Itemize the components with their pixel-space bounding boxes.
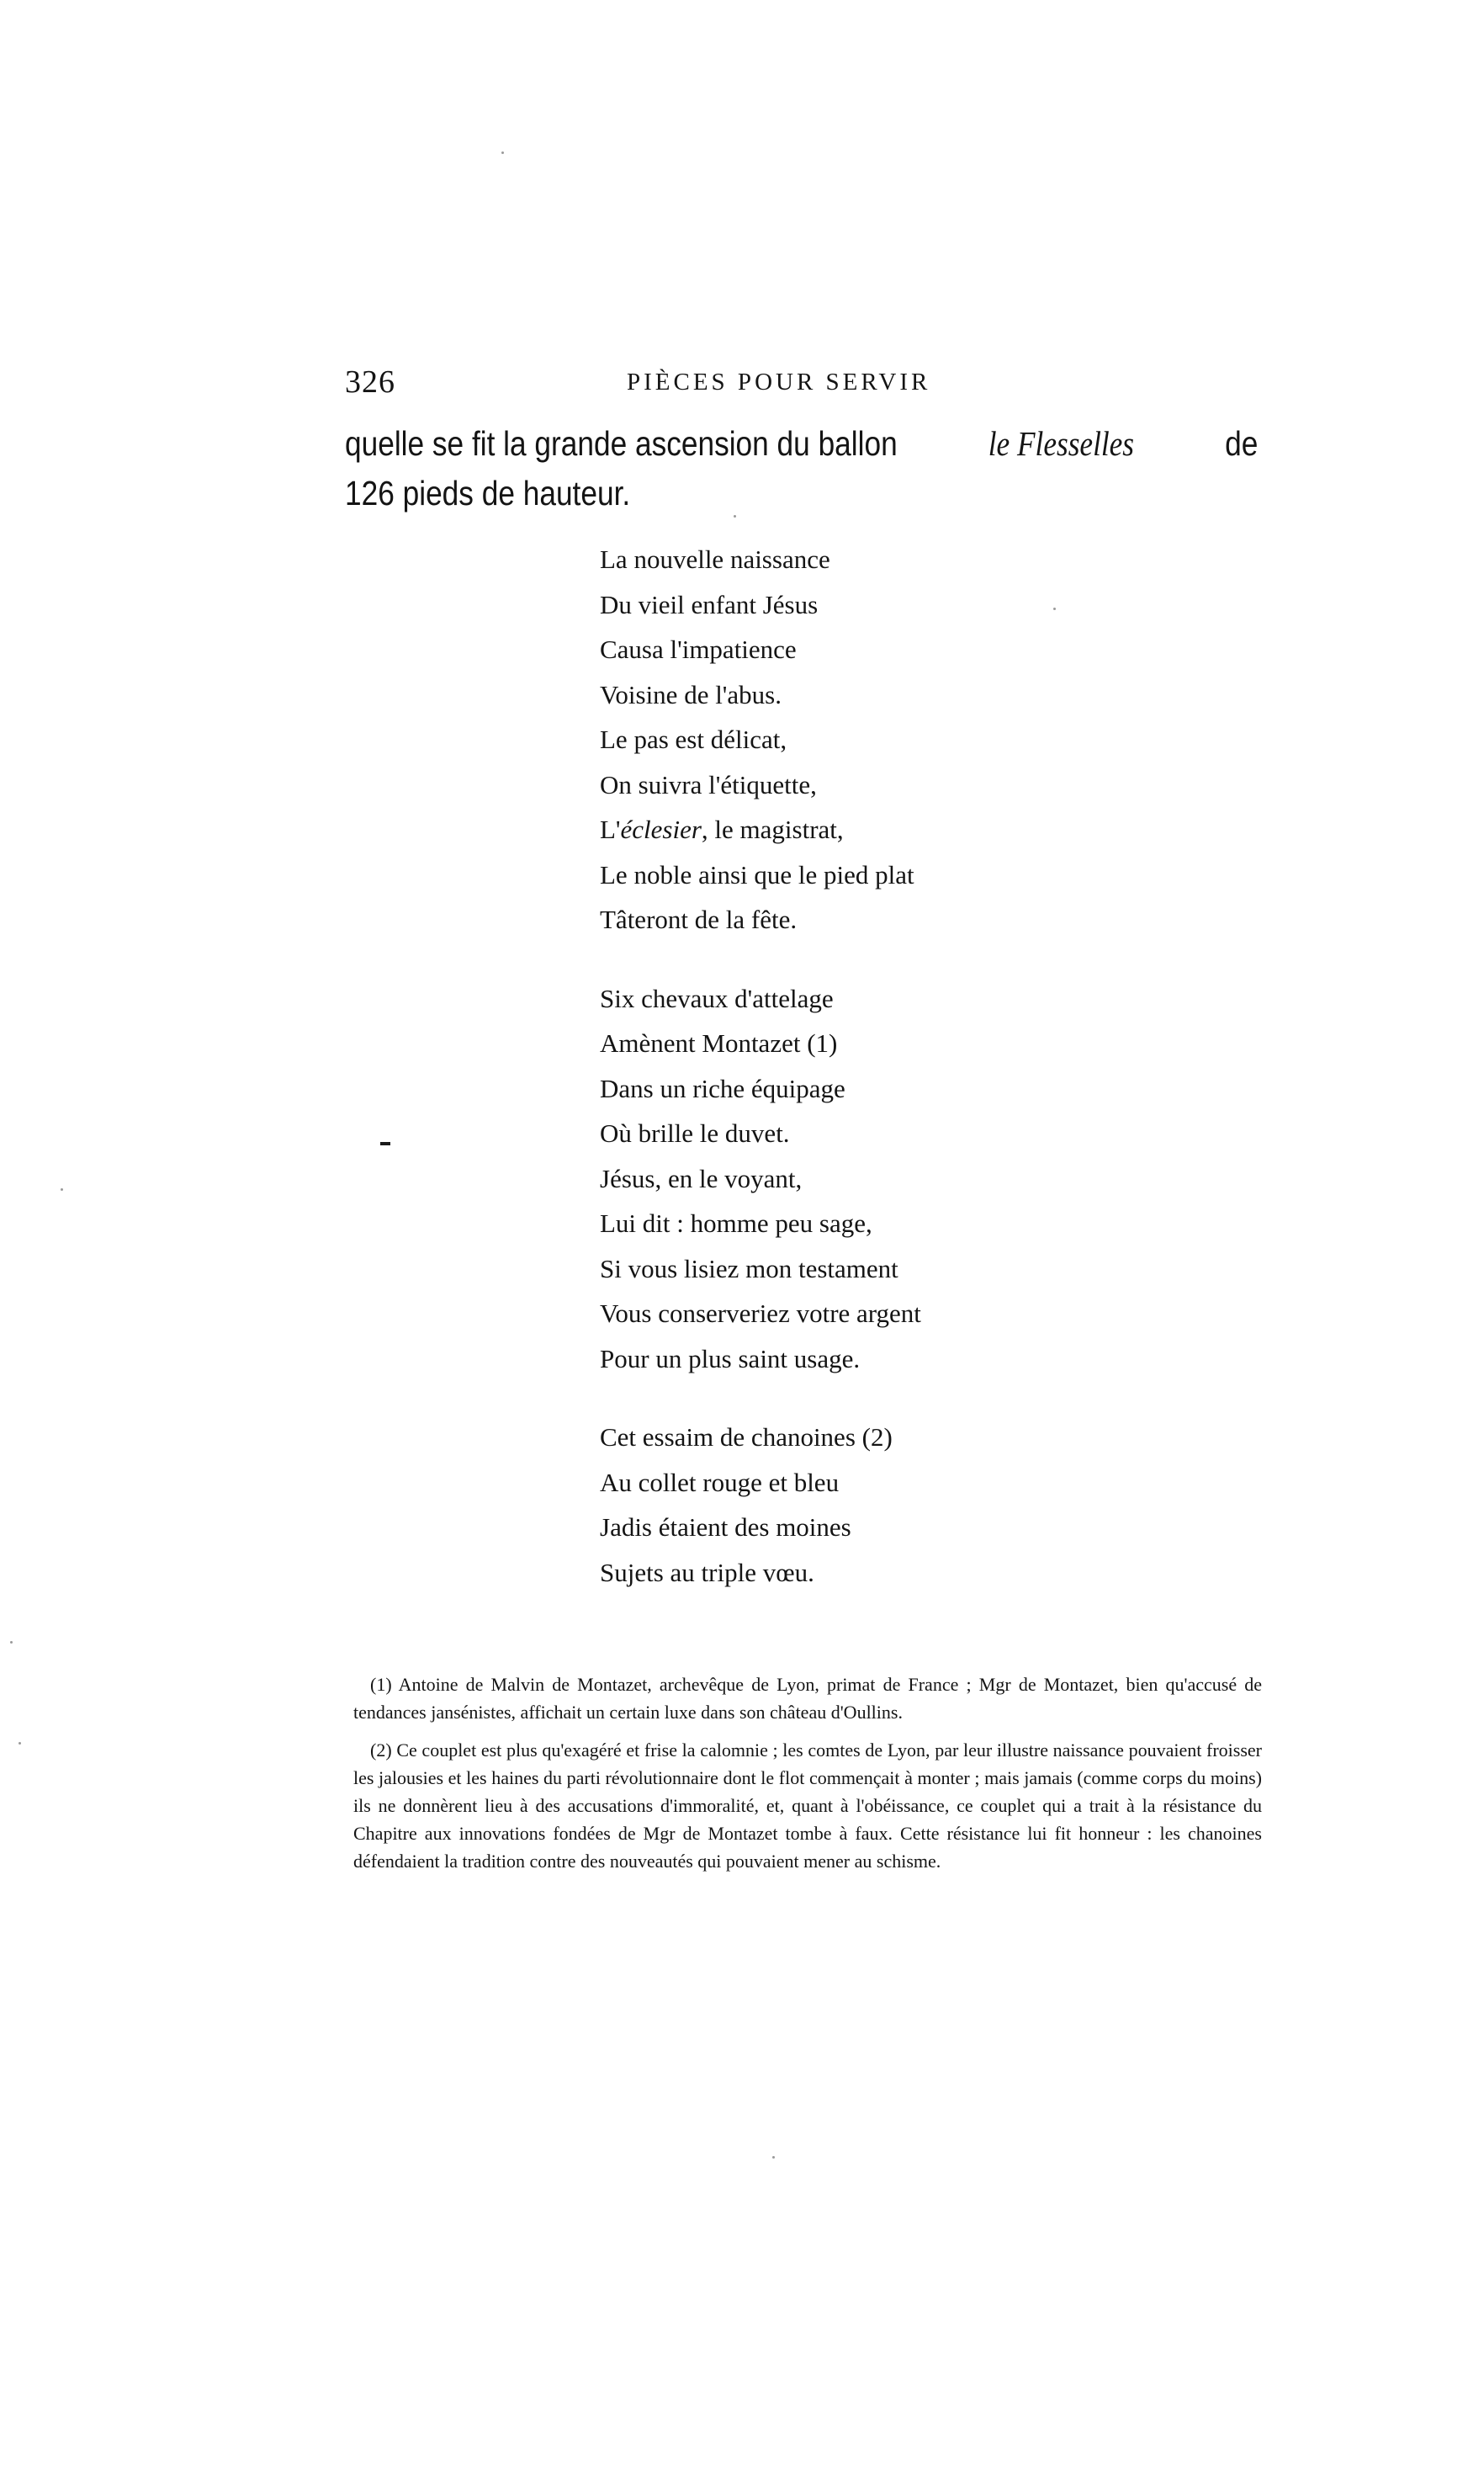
verse-italic-word: éclesier — [620, 815, 702, 844]
scan-speck — [734, 515, 736, 518]
verse: Lui dit : homme peu sage, — [600, 1208, 872, 1238]
verse: Le pas est délicat, — [600, 725, 787, 754]
running-title: PIÈCES POUR SERVIR — [627, 369, 931, 396]
prose-paragraph — [345, 419, 1258, 518]
poem-stanza-3 — [600, 1415, 921, 1595]
verse: Pour un plus saint usage. — [600, 1343, 861, 1373]
scan-speck — [772, 2156, 775, 2159]
verse: Jadis étaient des moines — [600, 1512, 851, 1542]
verse: Tâteront de la fête. — [600, 905, 798, 934]
footnote-1: (1) Antoine de Malvin de Montazet, archevêque de Lyon, primat de France ; Mgr de Montazet, bien qu'accusé de tendances jansénistes, affichait un certain luxe dans son château d'Oullins. — [353, 1674, 1262, 1723]
scan-speck — [501, 151, 504, 154]
prose-line-1-start: quelle se fit la grande ascension du ballon — [345, 424, 898, 463]
verse: Au collet rouge et bleu — [600, 1467, 840, 1497]
verse: Voisine de l'abus. — [600, 679, 782, 709]
scan-speck — [61, 1188, 63, 1191]
margin-dash-mark — [380, 1142, 390, 1145]
poem — [600, 537, 921, 1628]
verse: Le noble ainsi que le pied plat — [600, 859, 914, 890]
prose-line-1 — [345, 419, 1258, 469]
verse-suffix: , le magistrat, — [701, 815, 844, 844]
verse: Jésus, en le voyant, — [600, 1163, 803, 1193]
balloon-name: le Flesselles — [988, 424, 1135, 463]
poem-stanza-2 — [600, 976, 921, 1382]
scan-speck — [19, 1742, 21, 1745]
verse: Causa l'impatience — [600, 635, 797, 664]
running-head — [345, 364, 1258, 411]
verse-italic — [600, 807, 921, 852]
footnotes — [353, 1670, 1262, 1885]
verse: Si vous lisiez mon testament — [600, 1253, 898, 1283]
footnote-2: (2) Ce couplet est plus qu'exagéré et frise la calomnie ; les comtes de Lyon, par leur illustre naissance pouvaient froisser les jalousies et les haines du parti révolutionnaire dont le flot commençait à monter ; mais jamais (comme corps du moins) ils ne donnèrent lieu à des accusations d'immoralité, et, quant à l'obéissance, ce couplet qui a trait à la résistance du Chapitre aux innovations fondées de Mgr de Montazet tombe à faux. Cette résistance lui fit honneur : les chanoines défendaient la tradition contre des nouveautés qui pouvaient mener au schisme. — [353, 1739, 1262, 1872]
poem-stanza-1 — [600, 537, 921, 943]
verse: Sujets au triple vœu. — [600, 1557, 814, 1587]
verse: Six chevaux d'attelage — [600, 983, 834, 1013]
verse: Dans un riche équipage — [600, 1073, 845, 1103]
verse: Où brille le duvet. — [600, 1118, 790, 1148]
verse-prefix: L' — [600, 815, 621, 844]
prose-line-2: 126 pieds de hauteur. — [345, 474, 631, 513]
verse: La nouvelle naissance — [600, 544, 830, 574]
verse: On suivra l'étiquette, — [600, 769, 817, 799]
scan-speck — [1053, 608, 1056, 610]
verse: Amènent Montazet (1) — [600, 1028, 838, 1058]
verse: Cet essaim de chanoines (2) — [600, 1422, 893, 1452]
verse: Vous conserveriez votre argent — [600, 1299, 921, 1328]
scan-speck — [10, 1641, 13, 1644]
prose-line-1-end: de — [1225, 424, 1259, 463]
page-number: 326 — [345, 364, 395, 400]
verse: Du vieil enfant Jésus — [600, 589, 819, 619]
